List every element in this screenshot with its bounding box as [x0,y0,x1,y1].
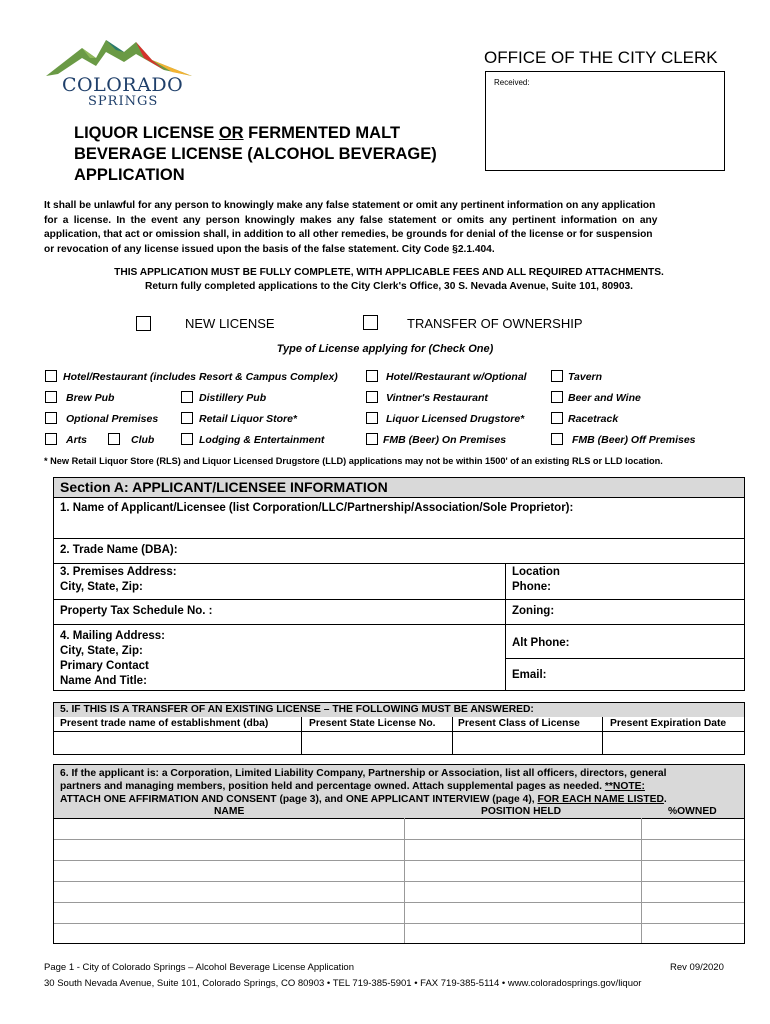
section-a-title: Section A: APPLICANT/LICENSEE INFORMATION [60,479,388,495]
tax-field[interactable] [54,599,744,625]
location-label: Location [512,566,560,578]
col-expiration: Present Expiration Date [610,718,727,729]
notice-line: THIS APPLICATION MUST BE FULLY COMPLETE, WITH APPLICABLE FEES AND ALL REQUIRED ATTACHMENTS. [114,267,664,278]
optional-premises-checkbox[interactable] [45,412,57,424]
divider-right-col [505,563,506,690]
mountain-icon [44,36,194,76]
transfer-option[interactable] [363,314,378,332]
q4-city-label: City, State, Zip: [60,645,143,657]
footer-rev: Rev 09/2020 [670,962,724,973]
alt-phone-label: Alt Phone: [512,637,570,649]
distillery-pub-label: Distillery Pub [199,392,267,404]
logo-line-2: SPRINGS [88,94,159,109]
section-6-note: **NOTE: [604,781,645,792]
warning-line: for a license. In the event any person knowingly makes any false statement or omits any pertinent information on any [44,214,658,226]
beer-wine-checkbox[interactable] [551,391,563,403]
fmb-on-checkbox[interactable] [366,433,378,445]
col-trade-name: Present trade name of establishment (dba) [60,718,269,729]
form-title [74,123,494,186]
section-6-line-1: 6. If the applicant is: a Corporation, Limited Liability Company, Partnership or Association, list all officers, directors, general [60,768,667,779]
contact-label-2: Name And Title: [60,675,147,687]
optional-premises-label: Optional Premises [66,413,159,425]
section-6-line-3 [60,794,667,805]
racetrack-checkbox[interactable] [551,412,563,424]
section-6-emphasis: FOR EACH NAME LISTED [537,794,664,805]
type-heading: Type of License applying for (Check One) [276,343,494,355]
hotel-optional-label: Hotel/Restaurant w/Optional [386,371,527,383]
col-license-class: Present Class of License [458,718,580,729]
hotel-restaurant-label: Hotel/Restaurant (includes Resort & Campus Complex) [63,371,338,383]
warning-paragraph [44,199,734,257]
received-label: Received: [494,78,530,87]
section-6 [53,764,745,944]
divider-right-row [505,658,744,659]
new-license-option[interactable] [136,315,151,333]
vintner-checkbox[interactable] [366,391,378,403]
title-text-2: FERMENTED MALT [243,124,401,142]
section-6-text: ATTACH ONE AFFIRMATION AND CONSENT (page 3), and ONE APPLICANT INTERVIEW (page 4), [60,794,538,805]
col-name: NAME [214,806,245,817]
distillery-pub-checkbox[interactable] [181,391,193,403]
q2-field[interactable] [54,538,744,564]
section-5 [53,702,745,755]
q4-mailing-label: 4. Mailing Address: [60,630,166,642]
q3-city-label: City, State, Zip: [60,581,143,593]
warning-line: It shall be unlawful for any person to knowingly make any false statement or omit any pertinent information on any application [44,200,656,211]
drugstore-label: Liquor Licensed Drugstore* [386,413,525,425]
brew-pub-checkbox[interactable] [45,391,57,403]
notice-line: Return fully completed applications to the City Clerk's Office, 30 S. Nevada Avenue, Suite 101, 80903. [145,280,633,292]
notice [44,266,734,293]
section-5-heading: 5. IF THIS IS A TRANSFER OF AN EXISTING LICENSE – THE FOLLOWING MUST BE ANSWERED: [60,704,534,715]
section-6-header [54,765,744,818]
hotel-restaurant-checkbox[interactable] [45,370,57,382]
lodging-label: Lodging & Entertainment [199,434,325,446]
brew-pub-label: Brew Pub [66,392,115,404]
warning-line: application, that act or omission shall, in addition to all other remedies, be grounds for denial of the license or for suspension [44,229,653,241]
fmb-on-label: FMB (Beer) On Premises [383,434,507,446]
section-6-line-2 [60,781,645,792]
section-a [53,477,745,691]
location-phone-label: Phone: [512,581,551,593]
q2-trade-name-label: 2. Trade Name (DBA): [60,544,178,556]
section-6-text: partners and managing members, position held and percentage owned. Attach supplemental pages as needed. [60,781,605,792]
title-or: OR [218,124,244,142]
new-license-label: NEW LICENSE [185,316,275,331]
fmb-off-label: FMB (Beer) Off Premises [572,434,696,446]
footer-page: Page 1 - City of Colorado Springs – Alcohol Beverage License Application [44,962,354,973]
section-5-header [54,703,744,717]
title-line-3: APPLICATION [74,166,185,184]
q1-field[interactable] [54,497,744,539]
arts-label: Arts [66,434,88,446]
tax-schedule-label: Property Tax Schedule No. : [60,605,213,617]
tavern-label: Tavern [568,371,603,383]
title-line-2: BEVERAGE LICENSE (ALCOHOL BEVERAGE) [74,145,437,163]
received-box [485,71,725,171]
transfer-checkbox[interactable] [363,315,378,330]
beer-wine-label: Beer and Wine [568,392,641,404]
city-logo [44,36,194,116]
q1-applicant-name-label: 1. Name of Applicant/Licensee (list Corporation/LLC/Partnership/Association/Sole Proprietor): [60,502,574,514]
lodging-checkbox[interactable] [181,433,193,445]
col-owned: %OWNED [668,806,717,817]
retail-liquor-checkbox[interactable] [181,412,193,424]
hotel-optional-checkbox[interactable] [366,370,378,382]
q3-premises-label: 3. Premises Address: [60,566,177,578]
footnote: * New Retail Liquor Store (RLS) and Liquor Licensed Drugstore (LLD) applications may not be within 1500' of an existing RLS or LLD location. [44,456,663,466]
new-license-checkbox[interactable] [136,316,151,331]
warning-line: or revocation of any license issued upon the basis of the false statement. City Code §2.1.404. [44,243,495,255]
zoning-label: Zoning: [512,605,555,617]
office-title: OFFICE OF THE CITY CLERK [484,48,718,67]
drugstore-checkbox[interactable] [366,412,378,424]
col-position: POSITION HELD [481,806,562,817]
contact-label-1: Primary Contact [60,660,149,672]
arts-checkbox[interactable] [45,433,57,445]
club-label: Club [131,434,155,446]
section-6-period: . [663,794,667,805]
title-text-1: LIQUOR LICENSE [74,124,219,142]
table-col-line [404,818,405,943]
vintner-label: Vintner's Restaurant [386,392,488,404]
fmb-off-checkbox[interactable] [551,433,563,445]
email-label: Email: [512,669,547,681]
col-state-license: Present State License No. [309,718,436,729]
tavern-checkbox[interactable] [551,370,563,382]
table-col-line [641,818,642,943]
retail-liquor-label: Retail Liquor Store* [199,413,298,425]
footer-address: 30 South Nevada Avenue, Suite 101, Colorado Springs, CO 80903 • TEL 719-385-5901 • FAX 719-385-5114 • www.coloradosprings.gov/liquor [44,978,642,989]
transfer-input-row[interactable] [54,732,744,754]
section-a-header [54,478,744,498]
logo-line-1: COLORADO [62,74,184,96]
q3-field[interactable] [54,563,744,600]
club-checkbox[interactable] [108,433,120,445]
racetrack-label: Racetrack [568,413,619,425]
transfer-label: TRANSFER OF OWNERSHIP [407,316,583,331]
